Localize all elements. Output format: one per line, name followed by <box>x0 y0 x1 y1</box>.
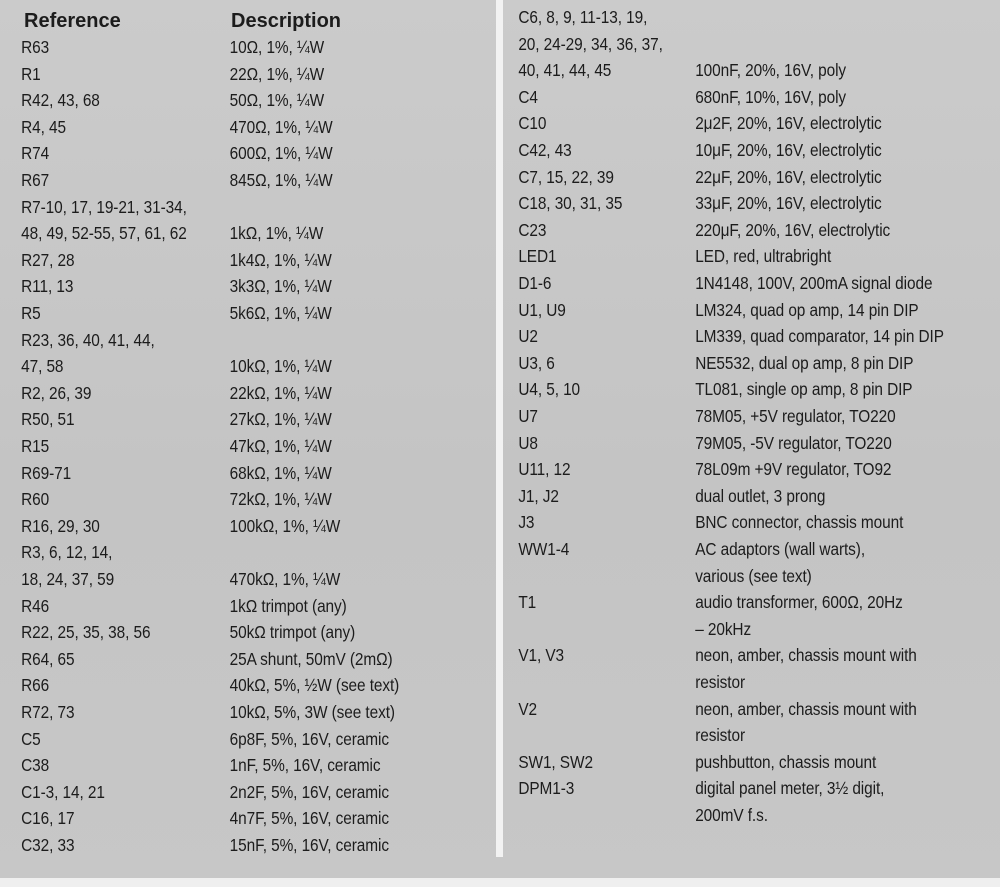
part-description: 72kΩ, 1%, ¼W <box>229 489 332 510</box>
part-reference: WW1-4 <box>518 539 570 559</box>
parts-row <box>506 536 941 563</box>
parts-row <box>0 460 435 487</box>
part-description: 10Ω, 1%, ¼W <box>229 37 325 57</box>
parts-row <box>506 57 941 84</box>
parts-row <box>506 642 941 669</box>
part-description: 1kΩ trimpot (any) <box>229 595 347 616</box>
part-description: 40kΩ, 5%, ½W (see text) <box>229 675 400 696</box>
parts-row <box>0 539 435 566</box>
part-description: 15nF, 5%, 16V, ceramic <box>229 835 389 855</box>
parts-row <box>506 722 941 749</box>
part-description: 50kΩ trimpot (any) <box>229 622 356 643</box>
parts-row <box>0 61 435 88</box>
part-description: 27kΩ, 1%, ¼W <box>229 409 332 430</box>
part-reference: R5 <box>21 303 41 323</box>
part-reference: R16, 29, 30 <box>21 515 100 536</box>
parts-row <box>0 220 435 247</box>
parts-row <box>506 323 944 350</box>
parts-row <box>0 779 435 806</box>
reference-header: Reference <box>24 10 121 32</box>
parts-row <box>506 31 941 58</box>
part-description: 10kΩ, 1%, ¼W <box>229 356 332 377</box>
parts-row <box>506 243 941 270</box>
parts-row <box>506 589 941 616</box>
part-reference: 40, 41, 44, 45 <box>518 60 612 81</box>
part-reference: R60 <box>21 489 50 510</box>
part-reference: 47, 58 <box>21 356 64 377</box>
parts-row <box>0 646 435 673</box>
part-reference: U11, 12 <box>518 459 571 480</box>
part-description: 6p8F, 5%, 16V, ceramic <box>229 728 389 749</box>
left-column <box>0 0 494 887</box>
part-reference: R23, 36, 40, 41, 44, <box>21 329 155 350</box>
part-reference: SW1, SW2 <box>518 751 593 772</box>
part-description: 2n2F, 5%, 16V, ceramic <box>229 781 389 802</box>
parts-row <box>506 483 941 510</box>
parts-row <box>506 749 941 776</box>
part-reference: 48, 49, 52-55, 57, 61, 62 <box>21 223 187 244</box>
parts-row <box>0 619 435 646</box>
parts-row <box>506 775 941 802</box>
part-reference: R67 <box>21 170 50 190</box>
parts-row <box>506 696 941 723</box>
part-description: pushbutton, chassis mount <box>695 751 877 772</box>
parts-row <box>506 669 941 696</box>
part-reference: R1 <box>21 63 41 84</box>
part-reference: R63 <box>21 37 50 57</box>
part-description: 470kΩ, 1%, ¼W <box>229 569 341 589</box>
part-description: various (see text) <box>695 565 812 586</box>
part-description: digital panel meter, 3½ digit, <box>695 778 885 799</box>
parts-row <box>506 430 941 457</box>
part-description: 33μF, 20%, 16V, electrolytic <box>695 193 882 214</box>
part-reference: R74 <box>21 143 50 164</box>
part-description: 68kΩ, 1%, ¼W <box>229 462 332 483</box>
parts-row <box>0 433 435 460</box>
parts-row <box>0 273 435 300</box>
part-description: 3k3Ω, 1%, ¼W <box>229 276 332 297</box>
part-description: 200mV f.s. <box>695 805 768 825</box>
parts-row <box>0 247 435 274</box>
part-reference: R69-71 <box>21 462 72 483</box>
part-reference: R64, 65 <box>21 648 75 669</box>
part-description: 47kΩ, 1%, ¼W <box>229 436 332 456</box>
part-description: 78M05, +5V regulator, TO220 <box>695 406 896 426</box>
parts-row <box>0 699 435 726</box>
part-reference: DPM1-3 <box>518 778 575 799</box>
part-reference: R22, 25, 35, 38, 56 <box>21 622 151 643</box>
part-reference: U1, U9 <box>518 299 566 320</box>
part-reference: C42, 43 <box>518 140 572 160</box>
part-description: neon, amber, chassis mount with <box>695 645 917 666</box>
part-description: 78L09m +9V regulator, TO92 <box>695 459 892 480</box>
part-description: 1kΩ, 1%, ¼W <box>229 223 324 244</box>
part-reference: C23 <box>518 219 547 240</box>
part-reference: C7, 15, 22, 39 <box>518 166 614 187</box>
part-description: NE5532, dual op amp, 8 pin DIP <box>695 352 914 373</box>
part-reference: R27, 28 <box>21 249 75 270</box>
parts-row <box>0 566 435 593</box>
part-reference: C1-3, 14, 21 <box>21 781 105 802</box>
part-reference: R15 <box>21 436 50 456</box>
part-description: 4n7F, 5%, 16V, ceramic <box>229 808 389 829</box>
parts-row <box>506 456 941 483</box>
part-description: 100kΩ, 1%, ¼W <box>229 515 341 536</box>
parts-row <box>0 726 435 753</box>
part-reference: C5 <box>21 728 41 749</box>
parts-row <box>0 672 435 699</box>
part-reference: C4 <box>518 86 538 107</box>
parts-row <box>506 84 941 111</box>
part-description: 22Ω, 1%, ¼W <box>229 63 325 84</box>
part-reference: R42, 43, 68 <box>21 90 100 111</box>
part-description: – 20kHz <box>695 618 752 639</box>
parts-row <box>506 350 941 377</box>
parts-row <box>0 114 435 141</box>
parts-row <box>506 137 941 164</box>
part-reference: C38 <box>21 755 50 776</box>
part-reference: R66 <box>21 675 50 696</box>
part-description: 10μF, 20%, 16V, electrolytic <box>695 140 882 160</box>
part-description: neon, amber, chassis mount with <box>695 698 917 719</box>
part-description: dual outlet, 3 prong <box>695 485 826 506</box>
part-reference: U3, 6 <box>518 352 555 373</box>
parts-row <box>0 167 435 194</box>
parts-row <box>506 376 941 403</box>
part-description: LM324, quad op amp, 14 pin DIP <box>695 299 919 320</box>
parts-row <box>0 194 435 221</box>
part-description: 470Ω, 1%, ¼W <box>229 116 333 137</box>
parts-row <box>506 509 941 536</box>
parts-row <box>0 327 435 354</box>
parts-row <box>506 563 941 590</box>
part-description: resistor <box>695 725 745 746</box>
part-description: 100nF, 20%, 16V, poly <box>695 60 847 81</box>
part-reference: T1 <box>518 592 537 613</box>
part-reference: U8 <box>518 432 538 453</box>
parts-row <box>506 164 941 191</box>
parts-row <box>0 87 435 114</box>
part-reference: U7 <box>518 406 538 426</box>
part-reference: C16, 17 <box>21 808 75 829</box>
part-description: AC adaptors (wall warts), <box>695 539 866 559</box>
parts-row <box>506 270 941 297</box>
part-reference: C18, 30, 31, 35 <box>518 193 623 214</box>
parts-row <box>0 34 435 61</box>
part-reference: 18, 24, 37, 59 <box>21 569 115 589</box>
part-description: 22μF, 20%, 16V, electrolytic <box>695 166 882 187</box>
part-reference: J3 <box>518 512 535 533</box>
parts-row <box>0 300 435 327</box>
parts-row <box>0 832 435 859</box>
part-description: audio transformer, 600Ω, 20Hz <box>695 592 903 613</box>
part-reference: V2 <box>518 698 537 719</box>
part-reference: R46 <box>21 595 50 616</box>
part-reference: U4, 5, 10 <box>518 379 581 400</box>
part-description: TL081, single op amp, 8 pin DIP <box>695 379 913 400</box>
header-row <box>0 8 494 35</box>
part-description: BNC connector, chassis mount <box>695 512 904 533</box>
part-description: resistor <box>695 672 745 692</box>
part-reference: C32, 33 <box>21 835 75 855</box>
parts-row <box>0 140 435 167</box>
part-reference: U2 <box>518 326 538 347</box>
part-description: 25A shunt, 50mV (2mΩ) <box>229 648 393 669</box>
parts-row <box>0 805 435 832</box>
part-description: 680nF, 10%, 16V, poly <box>695 86 847 107</box>
part-description: 1N4148, 100V, 200mA signal diode <box>695 273 933 293</box>
part-reference: R2, 26, 39 <box>21 382 92 403</box>
parts-row <box>506 403 941 430</box>
part-description: 220μF, 20%, 16V, electrolytic <box>695 219 891 240</box>
description-header: Description <box>231 10 342 32</box>
part-description: LED, red, ultrabright <box>695 246 832 267</box>
part-reference: R72, 73 <box>21 702 75 722</box>
parts-row <box>0 513 435 540</box>
part-reference: R3, 6, 12, 14, <box>21 542 113 563</box>
part-reference: R4, 45 <box>21 116 66 137</box>
right-column <box>506 0 1000 887</box>
parts-row <box>506 4 941 31</box>
part-reference: LED1 <box>518 246 557 267</box>
column-divider <box>496 0 503 857</box>
part-description: 600Ω, 1%, ¼W <box>229 143 333 164</box>
part-description: 50Ω, 1%, ¼W <box>229 90 325 111</box>
parts-row <box>506 297 941 324</box>
part-description: 1k4Ω, 1%, ¼W <box>229 249 332 270</box>
part-reference: J1, J2 <box>518 485 559 506</box>
parts-row <box>0 406 435 433</box>
parts-row <box>506 110 941 137</box>
part-description: 79M05, -5V regulator, TO220 <box>695 432 892 453</box>
parts-row <box>506 217 941 244</box>
parts-row <box>0 752 435 779</box>
part-description: LM339, quad comparator, 14 pin DIP <box>695 326 944 347</box>
bottom-rule <box>0 878 1000 887</box>
parts-row <box>0 353 435 380</box>
part-reference: 20, 24-29, 34, 36, 37, <box>518 33 663 54</box>
part-description: 22kΩ, 1%, ¼W <box>229 382 332 403</box>
parts-row <box>0 486 435 513</box>
part-reference: V1, V3 <box>518 645 565 666</box>
parts-row <box>0 380 435 407</box>
part-reference: R11, 13 <box>21 276 74 297</box>
parts-row <box>506 190 941 217</box>
part-description: 5k6Ω, 1%, ¼W <box>229 303 332 323</box>
parts-row <box>506 802 941 829</box>
part-reference: R50, 51 <box>21 409 75 430</box>
part-reference: C10 <box>518 113 547 134</box>
parts-row <box>506 616 941 643</box>
part-reference: C6, 8, 9, 11-13, 19, <box>518 7 648 27</box>
part-description: 2μ2F, 20%, 16V, electrolytic <box>695 113 882 134</box>
part-description: 1nF, 5%, 16V, ceramic <box>229 755 381 776</box>
part-description: 845Ω, 1%, ¼W <box>229 170 333 190</box>
parts-row <box>0 593 435 620</box>
part-reference: R7-10, 17, 19-21, 31-34, <box>21 196 187 217</box>
part-description: 10kΩ, 5%, 3W (see text) <box>229 702 395 722</box>
part-reference: D1-6 <box>518 273 552 293</box>
